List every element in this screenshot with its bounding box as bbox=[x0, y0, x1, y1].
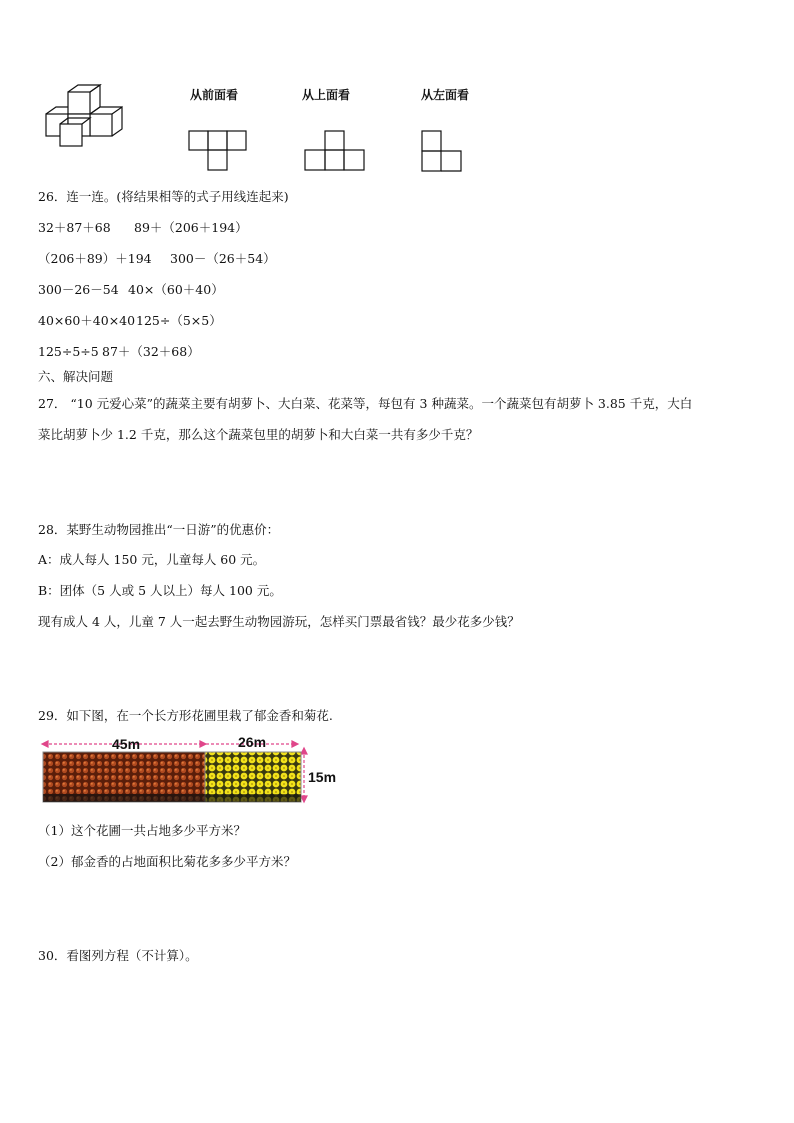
flower-bed-diagram bbox=[40, 732, 340, 808]
q29-sub2: （2）郁金香的占地面积比菊花多多少平方米？ bbox=[38, 854, 296, 869]
q28-title: 28．某野生动物园推出“一日游”的优惠价： bbox=[38, 522, 280, 537]
front-view-label: 从前面看 bbox=[190, 88, 239, 102]
label-45m: 45m bbox=[112, 736, 141, 752]
q26-row5-right: 87＋（32＋68） bbox=[102, 344, 200, 359]
top-view-diagram bbox=[304, 130, 366, 172]
q30-title: 30．看图列方程（不计算）。 bbox=[38, 948, 198, 963]
q28-question: 现有成人 4 人，儿童 7 人一起去野生动物园游玩，怎样买门票最省钱？最少花多少钱？ bbox=[38, 614, 520, 629]
q26-row4-right: 125÷（5×5） bbox=[136, 313, 222, 328]
q26-row4-left: 40×60＋40×40 bbox=[38, 313, 136, 328]
section-heading: 六、解决问题 bbox=[38, 369, 114, 384]
q26-title: 26．连一连。(将结果相等的式子用线连起来) bbox=[38, 189, 289, 204]
q26-row3-right: 40×（60＋40） bbox=[128, 282, 224, 297]
q28-option-a: A：成人每人 150 元，儿童每人 60 元。 bbox=[38, 552, 266, 567]
q28-option-b: B：团体（5 人或 5 人以上）每人 100 元。 bbox=[38, 583, 282, 598]
front-view-diagram bbox=[188, 130, 248, 172]
left-view-label: 从左面看 bbox=[421, 88, 470, 102]
cube-stack-figure bbox=[40, 84, 140, 156]
q26-row2-right: 300－（26＋54） bbox=[170, 251, 276, 266]
q29-title: 29．如下图，在一个长方形花圃里栽了郁金香和菊花. bbox=[38, 708, 333, 723]
q26-row5-left: 125÷5÷5 bbox=[38, 344, 99, 359]
label-15m: 15m bbox=[308, 769, 337, 785]
top-view-label: 从上面看 bbox=[302, 88, 351, 102]
q26-row1-left: 32＋87＋68 bbox=[38, 220, 111, 235]
q29-sub1: （1）这个花圃一共占地多少平方米？ bbox=[38, 823, 246, 838]
q27-line1: 27． “10 元爱心菜”的蔬菜主要有胡萝卜、大白菜、花菜等，每包有 3 种蔬菜。一个蔬菜包有胡萝卜 3.85 千克，大白 bbox=[38, 396, 693, 411]
q26-row2-left: （206＋89）＋194 bbox=[38, 251, 152, 266]
label-26m: 26m bbox=[238, 734, 267, 750]
q26-row1-right: 89＋（206＋194） bbox=[134, 220, 248, 235]
left-view-diagram bbox=[421, 130, 465, 174]
q27-line2: 菜比胡萝卜少 1.2 千克，那么这个蔬菜包里的胡萝卜和大白菜一共有多少千克？ bbox=[38, 427, 479, 442]
q26-row3-left: 300－26－54 bbox=[38, 282, 119, 297]
